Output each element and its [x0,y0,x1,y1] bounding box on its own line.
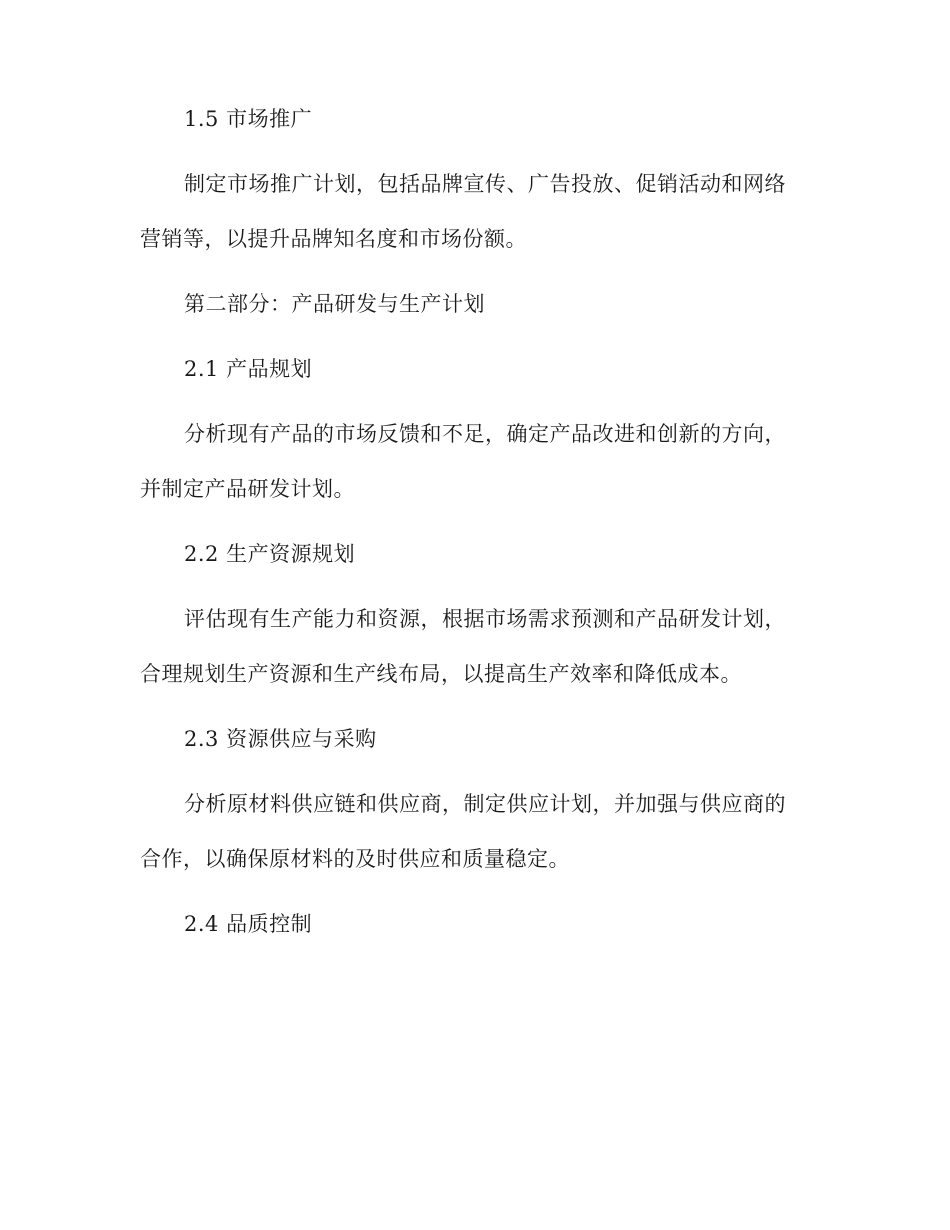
paragraph-line: 合理规划生产资源和生产线布局，以提高生产效率和降低成本。 [140,662,742,686]
paragraph-line: 分析现有产品的市场反馈和不足，确定产品改进和创新的方向， [184,422,786,446]
section-heading-2-1: 2.1 产品规划 [184,357,313,381]
section-heading-1-5: 1.5 市场推广 [184,107,313,131]
document-body [140,105,820,939]
part-heading-2: 第二部分：产品研发与生产计划 [184,292,485,316]
section-heading-2-4: 2.4 品质控制 [184,912,313,936]
paragraph-line: 制定市场推广计划，包括品牌宣传、广告投放、促销活动和网络 [184,172,786,196]
section-heading-2-3: 2.3 资源供应与采购 [184,727,377,751]
paragraph-line: 合作，以确保原材料的及时供应和质量稳定。 [140,847,570,871]
paragraph-line: 并制定产品研发计划。 [140,477,355,501]
section-heading-2-2: 2.2 生产资源规划 [184,542,356,566]
paragraph-line: 营销等，以提升品牌知名度和市场份额。 [140,227,527,251]
paragraph-line: 分析原材料供应链和供应商，制定供应计划，并加强与供应商的 [184,792,786,816]
paragraph-line: 评估现有生产能力和资源，根据市场需求预测和产品研发计划， [184,607,786,631]
